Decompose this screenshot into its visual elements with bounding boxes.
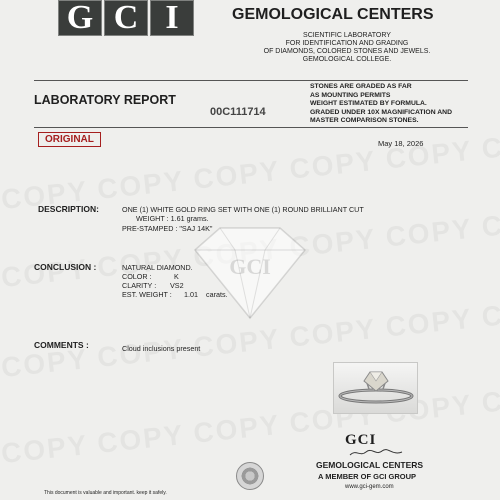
report-number: 00C111714 — [210, 106, 266, 118]
description-line: PRE-STAMPED : "SAJ 14K" — [122, 224, 213, 233]
logo-tile-i: I — [150, 0, 194, 36]
diamond-emblem-watermark — [180, 222, 320, 322]
signature-image — [348, 448, 404, 458]
header-subtitle-line: OF DIAMONDS, COLORED STONES AND JEWELS. — [263, 48, 431, 55]
hologram-seal — [236, 462, 264, 490]
header-title: GEMOLOGICAL CENTERS — [232, 6, 434, 23]
weight-unit: carats. — [206, 290, 228, 299]
divider — [34, 127, 468, 128]
disclaimer-line: AS MOUNTING PERMITS — [310, 91, 391, 99]
stone-identity: NATURAL DIAMOND. — [122, 263, 193, 272]
footer-url[interactable]: www.gci-gem.com — [345, 484, 394, 490]
report-label: LABORATORY REPORT — [34, 93, 176, 107]
description-label: DESCRIPTION: — [38, 204, 99, 214]
logo-tile-g: G — [58, 0, 102, 36]
ring-icon — [334, 363, 419, 415]
disclaimer-line: WEIGHT ESTIMATED BY FORMULA. — [310, 100, 427, 108]
clarity-label: CLARITY : — [122, 281, 157, 290]
header-subtitle-line: SCIENTIFIC LABORATORY — [303, 32, 391, 39]
color-label: COLOR : — [122, 272, 152, 281]
grading-disclaimer — [310, 83, 470, 126]
conclusion-label: CONCLUSION : — [34, 262, 97, 272]
disclaimer-line: STONES ARE GRADED AS FAR — [310, 83, 412, 90]
description-line: ONE (1) WHITE GOLD RING SET WITH ONE (1) ROUND BRILLIANT CUT — [122, 205, 364, 214]
report-date: May 18, 2026 — [378, 139, 424, 148]
emblem-letters: GCI — [229, 254, 271, 279]
ring-photo — [333, 362, 418, 414]
color-grade: K — [174, 272, 179, 281]
header-subtitle-line: FOR IDENTIFICATION AND GRADING — [285, 40, 409, 47]
clarity-grade: VS2 — [170, 281, 184, 290]
comments-text: Cloud inclusions present — [122, 344, 201, 353]
weight-value: 1.01 — [184, 290, 198, 299]
description-line: WEIGHT : 1.61 grams. — [136, 214, 209, 223]
comments-label: COMMENTS : — [34, 340, 89, 350]
header-subtitle-line: GEMOLOGICAL COLLEGE. — [302, 56, 392, 63]
divider — [34, 80, 468, 81]
logo-tile-c: C — [104, 0, 148, 36]
footer-member: A MEMBER OF GCI GROUP — [318, 472, 417, 481]
footer-brand: GCI — [345, 432, 377, 448]
copy-watermark — [0, 386, 500, 470]
safekeeping-note: This document is valuable and important. keep it safely. — [44, 490, 167, 496]
footer-title: GEMOLOGICAL CENTERS — [316, 460, 424, 470]
disclaimer-line: MASTER COMPARISON STONES. — [310, 117, 419, 125]
original-stamp: ORIGINAL — [38, 132, 101, 147]
disclaimer-line: GRADED UNDER 10X MAGNIFICATION AND — [310, 108, 452, 116]
weight-label: EST. WEIGHT : — [122, 290, 172, 299]
